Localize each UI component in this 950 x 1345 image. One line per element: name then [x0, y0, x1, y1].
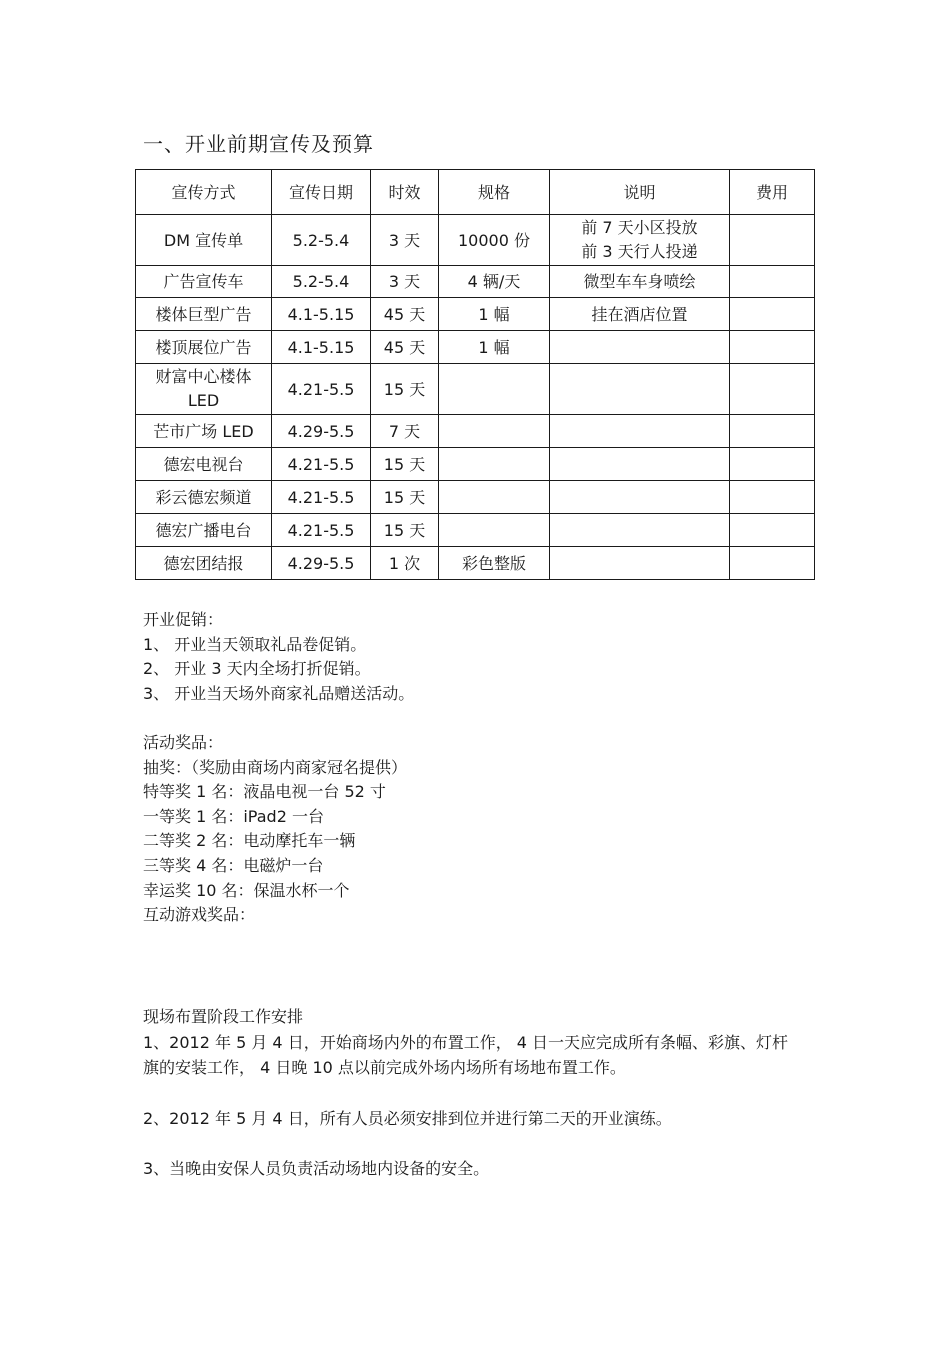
cell-method: 财富中心楼体 LED	[136, 364, 272, 415]
cell-date: 4.1-5.15	[272, 298, 371, 331]
promotion-item: 3、 开业当天场外商家礼品赠送活动。	[143, 683, 415, 703]
cell-note	[550, 481, 730, 514]
promotion-item: 1、 开业当天领取礼品卷促销。	[143, 634, 367, 654]
cell-method: 德宏广播电台	[136, 514, 272, 547]
cell-duration: 7 天	[371, 415, 439, 448]
schedule-paragraph-1: 1、2012 年 5 月 4 日，开始商场内外的布置工作， 4 日一天应完成所有条幅、彩旗、灯杆旗的安装工作， 4 日晚 10 点以前完成外场内场所有场地布置工作。	[143, 1033, 789, 1077]
cell-spec	[439, 481, 550, 514]
cell-note	[550, 514, 730, 547]
cell-method: 芒市广场 LED	[136, 415, 272, 448]
cell-duration: 15 天	[371, 364, 439, 415]
cell-duration: 15 天	[371, 481, 439, 514]
cell-spec: 4 辆/天	[439, 266, 550, 298]
cell-date: 4.21-5.5	[272, 481, 371, 514]
cell-spec	[439, 415, 550, 448]
prize-line: 互动游戏奖品：	[143, 905, 256, 925]
cell-method: DM 宣传单	[136, 215, 272, 266]
cell-note: 挂在酒店位置	[550, 298, 730, 331]
cell-duration: 3 天	[371, 215, 439, 266]
table-row	[136, 547, 815, 580]
table-row	[136, 331, 815, 364]
prizes-title: 活动奖品：	[143, 733, 224, 752]
cell-date: 4.29-5.5	[272, 547, 371, 580]
prize-line: 抽奖：（奖励由商场内商家冠名提供）	[143, 757, 408, 777]
cell-date: 5.2-5.4	[272, 215, 371, 266]
table-row	[136, 448, 815, 481]
header-spec: 规格	[439, 170, 550, 215]
cell-cost	[730, 481, 815, 514]
prize-line: 二等奖 2 名：电动摩托车一辆	[143, 831, 356, 851]
table-row	[136, 215, 815, 266]
cell-spec	[439, 514, 550, 547]
schedule-paragraph-3: 3、当晚由安保人员负责活动场地内设备的安全。	[143, 1159, 490, 1178]
promotion-title: 开业促销：	[143, 610, 224, 629]
cell-method: 楼顶展位广告	[136, 331, 272, 364]
promotion-item: 2、 开业 3 天内全场打折促销。	[143, 659, 371, 679]
cell-note: 前 7 天小区投放 前 3 天行人投递	[550, 215, 730, 266]
cell-spec: 1 幅	[439, 298, 550, 331]
cell-duration: 1 次	[371, 547, 439, 580]
cell-cost	[730, 331, 815, 364]
cell-note	[550, 364, 730, 415]
table-row	[136, 514, 815, 547]
table-row	[136, 298, 815, 331]
table-row	[136, 415, 815, 448]
schedule-title: 现场布置阶段工作安排	[143, 1007, 304, 1026]
cell-cost	[730, 215, 815, 266]
prize-line: 三等奖 4 名：电磁炉一台	[143, 855, 324, 875]
cell-date: 4.21-5.5	[272, 364, 371, 415]
header-cost: 费用	[730, 170, 815, 215]
header-date: 宣传日期	[272, 170, 371, 215]
cell-note	[550, 415, 730, 448]
header-duration: 时效	[371, 170, 439, 215]
cell-method: 彩云德宏频道	[136, 481, 272, 514]
prize-line: 幸运奖 10 名：保温水杯一个	[143, 880, 350, 900]
cell-date: 4.29-5.5	[272, 415, 371, 448]
cell-cost	[730, 415, 815, 448]
schedule-paragraph-2: 2、2012 年 5 月 4 日，所有人员必须安排到位并进行第二天的开业演练。	[143, 1109, 672, 1128]
prizes-section	[143, 731, 407, 928]
table-row	[136, 364, 815, 415]
prize-line: 特等奖 1 名：液晶电视一台 52 寸	[143, 782, 386, 802]
cell-method: 德宏团结报	[136, 547, 272, 580]
cell-duration: 45 天	[371, 298, 439, 331]
cell-date: 4.21-5.5	[272, 448, 371, 481]
budget-table	[135, 169, 815, 580]
header-method: 宣传方式	[136, 170, 272, 215]
table-row	[136, 481, 815, 514]
cell-cost	[730, 547, 815, 580]
cell-cost	[730, 448, 815, 481]
section-heading: 一、开业前期宣传及预算	[143, 132, 374, 156]
cell-duration: 3 天	[371, 266, 439, 298]
header-note: 说明	[550, 170, 730, 215]
cell-duration: 15 天	[371, 448, 439, 481]
cell-cost	[730, 266, 815, 298]
cell-spec	[439, 448, 550, 481]
cell-method: 广告宣传车	[136, 266, 272, 298]
cell-spec: 10000 份	[439, 215, 550, 266]
prize-line: 一等奖 1 名：iPad2 一台	[143, 806, 324, 826]
cell-note: 微型车车身喷绘	[550, 266, 730, 298]
cell-method: 楼体巨型广告	[136, 298, 272, 331]
promotion-section	[143, 608, 414, 706]
table-row	[136, 266, 815, 298]
cell-date: 5.2-5.4	[272, 266, 371, 298]
cell-duration: 15 天	[371, 514, 439, 547]
cell-duration: 45 天	[371, 331, 439, 364]
cell-spec: 1 幅	[439, 331, 550, 364]
cell-date: 4.21-5.5	[272, 514, 371, 547]
cell-note	[550, 448, 730, 481]
cell-spec	[439, 364, 550, 415]
cell-cost	[730, 298, 815, 331]
cell-cost	[730, 514, 815, 547]
cell-note	[550, 331, 730, 364]
cell-spec: 彩色整版	[439, 547, 550, 580]
table-header-row	[136, 170, 815, 215]
cell-cost	[730, 364, 815, 415]
cell-date: 4.1-5.15	[272, 331, 371, 364]
cell-note	[550, 547, 730, 580]
cell-method: 德宏电视台	[136, 448, 272, 481]
